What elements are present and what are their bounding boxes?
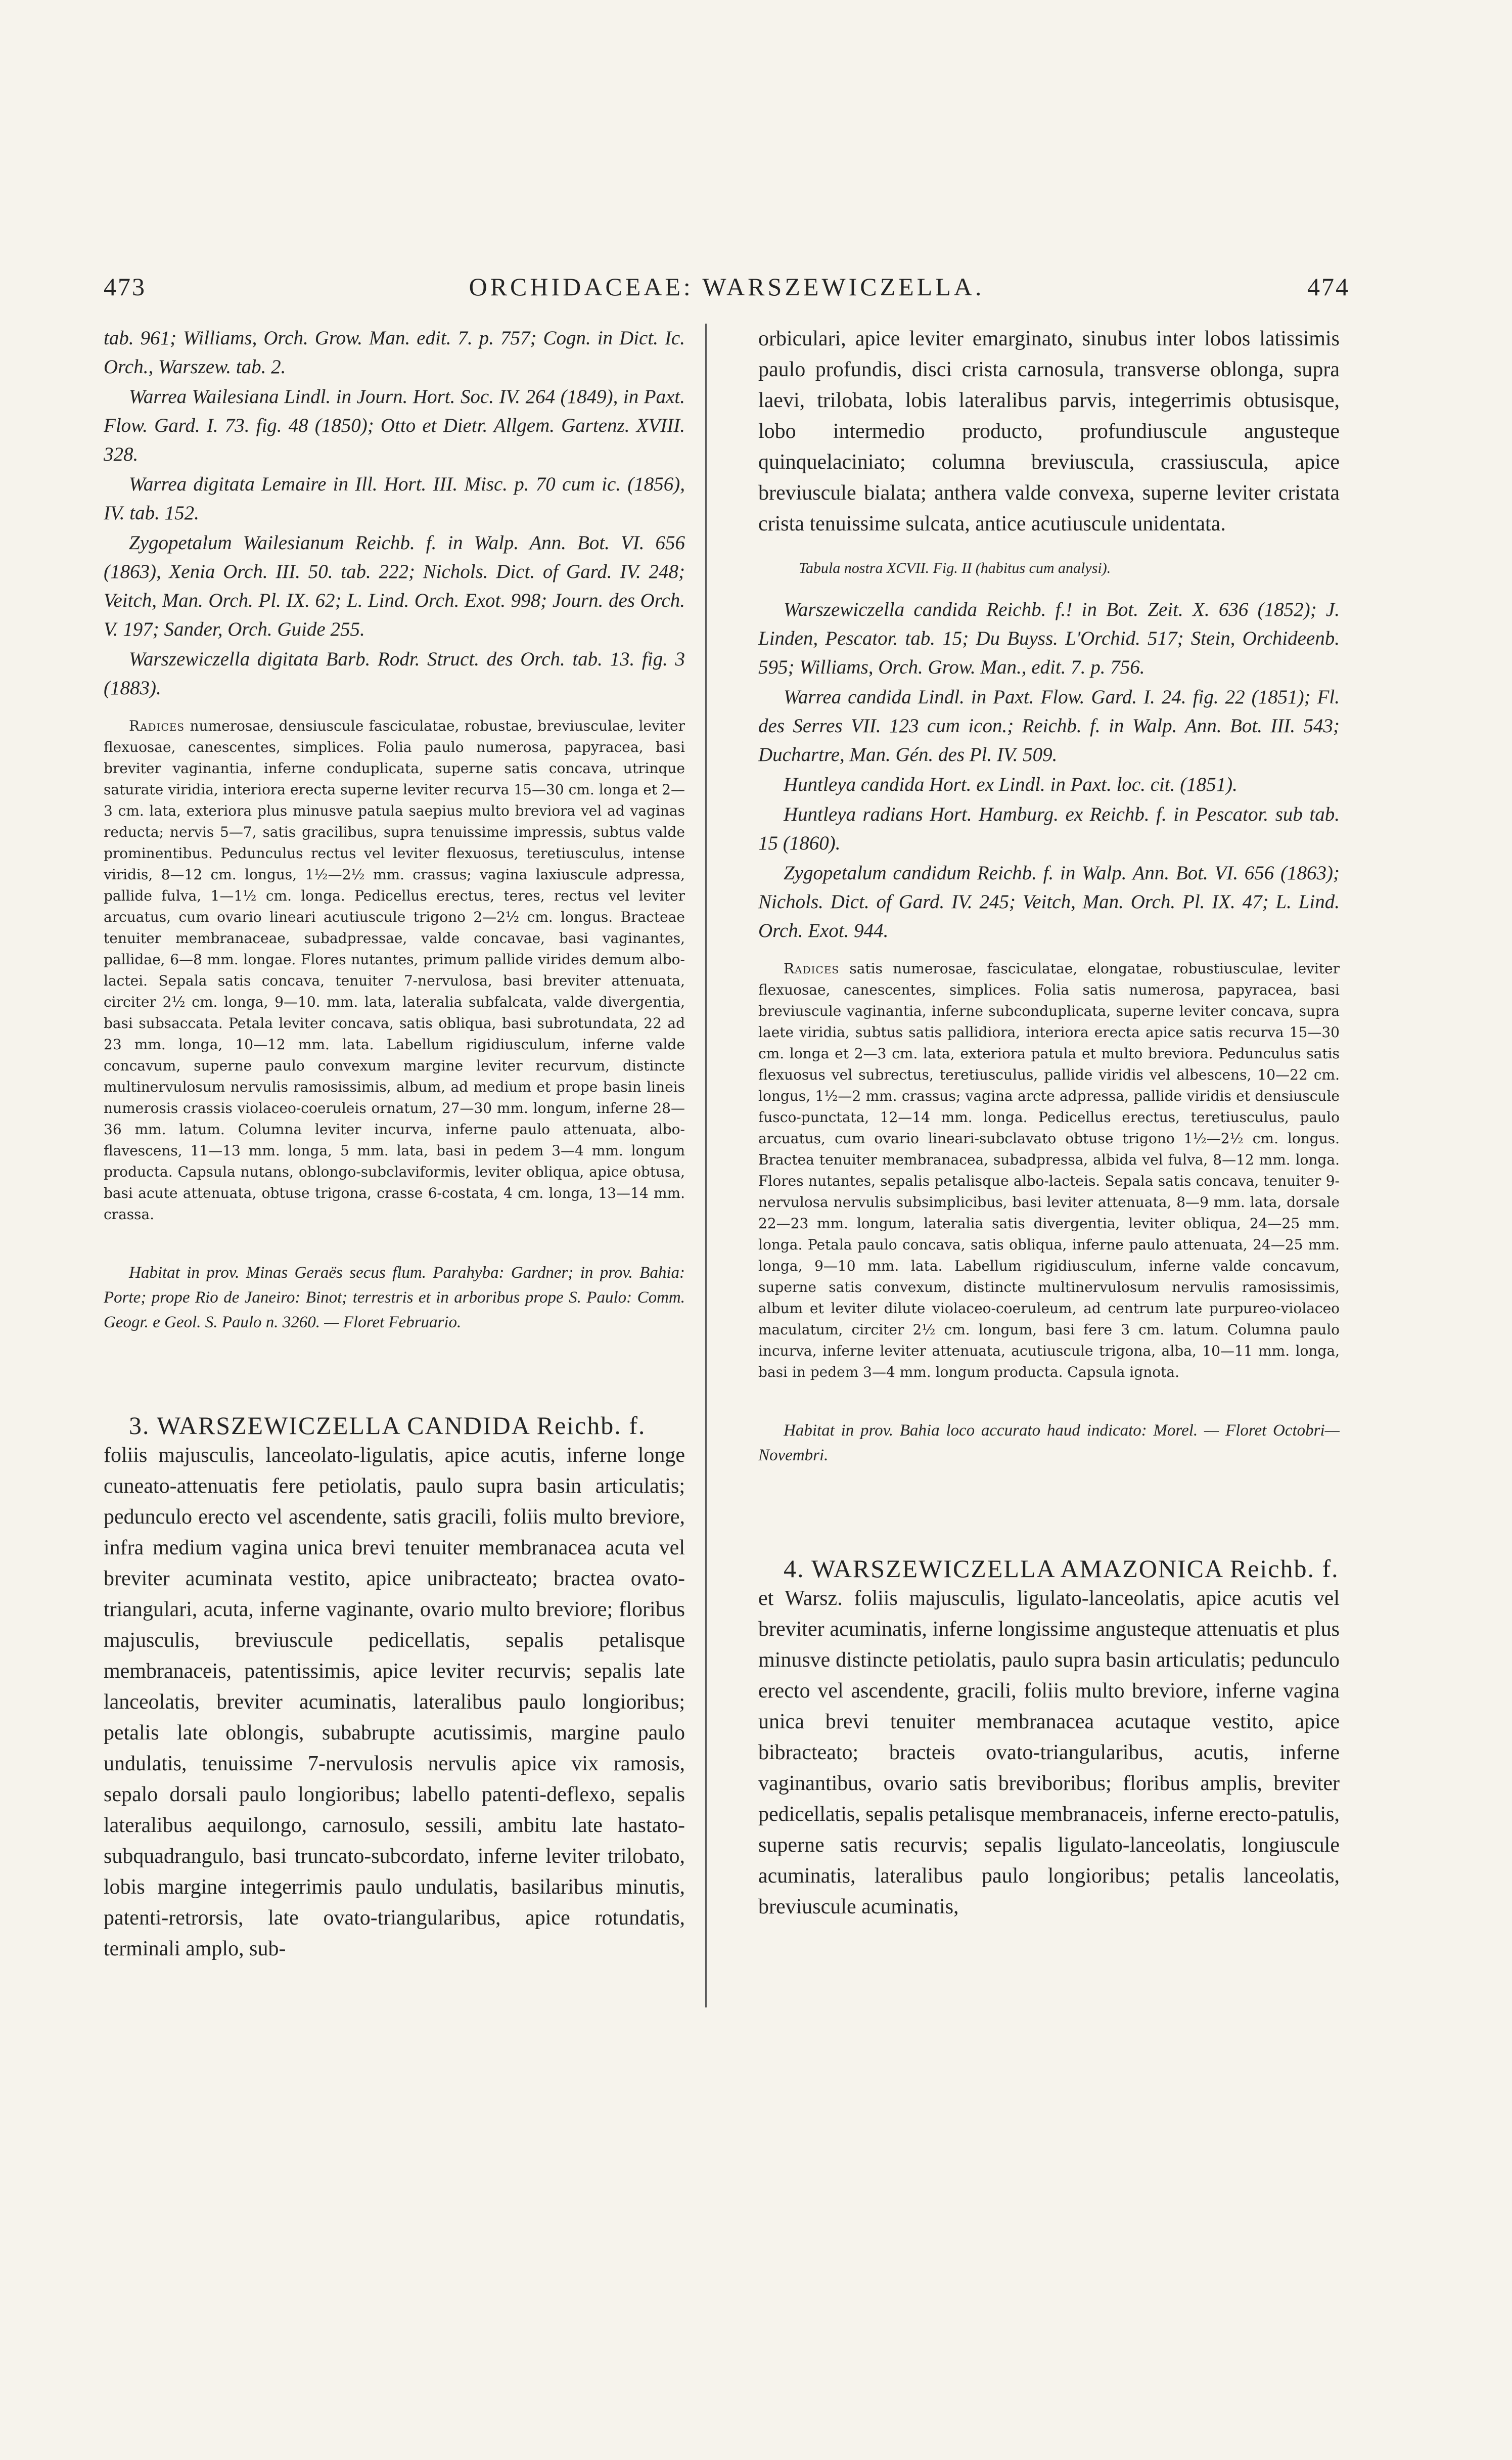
citation: Warrea digitata Lemaire in Ill. Hort. III. Misc. p. 70 cum ic. (1856), IV. tab. 152. bbox=[104, 473, 685, 524]
page-header bbox=[104, 272, 1350, 307]
citation: Huntleya radians Hort. Hamburg. ex Reichb. f. in Pescator. sub tab. 15 (1860). bbox=[758, 803, 1340, 854]
citation: tab. 961; Williams, Orch. Grow. Man. edit. 7. p. 757; Cogn. in Dict. Ic. Orch., Warszew. tab. 2. bbox=[104, 327, 685, 378]
description-paragraph bbox=[758, 958, 1340, 1383]
habitat-note: Habitat in prov. Minas Geraës secus flum. Parahyba: Gardner; in prov. Bahia: Porte; prope Rio de Janeiro: Binot; terrestris et in arboribus prope S. Paulo: Comm. Geogr. e Geol. S. Paulo n. 3260. — Floret Februario. bbox=[104, 1264, 685, 1331]
page-number-left: 473 bbox=[104, 273, 146, 301]
page-number-right: 474 bbox=[1307, 273, 1350, 301]
description-text: numerosae, densiuscule fasciculatae, robustae, breviusculae, leviter flexuosae, canescentes, simplices. Folia paulo numerosa, papyracea, basi breviter vaginantia, inferne conduplicata, superne satis concava, utrinque saturate viridia, interiora erecta superne leviter recurva 15—30 cm. longa et 2—3 cm. lata, exteriora plus minusve patula saepius multo breviora vel ad vaginas reducta; nervis 5—7, satis gracilibus, supra tenuissime impressis, subtus valde prominentibus. Pedunculus rectus vel leviter flexuosus, teretiusculus, intense viridis, 8—12 cm. longus, 1½—2½ mm. crassus; vagina laxiuscule adpressa, pallide fulva, 1—1½ cm. longa. Pedicellus erectus, teres, rectus vel leviter arcuatus, cum ovario lineari acutiuscule trigono 2—2½ cm. longus. Bracteae tenuiter membranaceae, subadpressae, valde concavae, basi vaginantes, pallidae, 6—8 mm. longae. Flores nutantes, primum pallide virides demum albo-lactei. Sepala satis concava, tenuiter 7-nervulosa, basi breviter attenuata, circiter 2½ cm. longa, 9—10. mm. lata, lateralia subfalcata, valde divergentia, basi subsaccata. Petala leviter concava, satis obliqua, basi subrotundata, 22 ad 23 mm. longa, 10—12 mm. lata. Labellum rigidiusculum, inferne valde concavum, superne paulo convexum margine leviter recurvum, distincte multinervulosum nervulis ramosissimis, album, ad medium et prope basin lineis numerosis crassis violaceo-coeruleis ornatum, 27—30 mm. longum, inferne 28—36 mm. latum. Columna leviter incurva, inferne paulo attenuata, albo-flavescens, 11—13 mm. longa, 5 mm. lata, basi in pedem 3—4 mm. longum producta. Capsula nutans, oblongo-subclaviformis, leviter obliqua, apice obtusa, basi acute attenuata, obtuse trigona, crasse 6-costata, 4 cm. longa, 13—14 mm. crassa. bbox=[104, 718, 685, 1223]
left-column bbox=[104, 324, 685, 2397]
citation: Warszewiczella candida Reichb. f.! in Bot. Zeit. X. 636 (1852); J. Linden, Pescator. tab. 15; Du Buyss. L'Orchid. 517; Stein, Orchideenb. 595; Williams, Orch. Grow. Man., edit. 7. p. 756. bbox=[758, 599, 1340, 678]
plate-reference: Tabula nostra XCVII. Fig. II (habitus cum analysi). bbox=[799, 560, 1111, 576]
citation: Huntleya candida Hort. ex Lindl. in Paxt. loc. cit. (1851). bbox=[784, 774, 1238, 795]
species-title: 4. WARSZEWICZELLA AMAZONICA Reichb. f. bbox=[784, 1554, 1339, 1583]
description-text: satis numerosae, fasciculatae, elongatae, robustiusculae, leviter flexuosae, canescentes, simplices. Folia satis numerosa, papyracea, basi breviuscule vaginantia, inferne subconduplicata, superne leviter concava, supra laete viridia, subtus satis pallidiora, interiora erecta apice satis recurva 15—30 cm. longa et 2—3 cm. lata, exteriora patula et multo breviora. Pedunculus satis flexuosus vel subrectus, teretiusculus, pallide viridis vel albescens, 10—22 cm. longus, 1½—2 mm. crassus; vagina arcte adpressa, pallide viridis et densiuscule fusco-punctata, 12—14 mm. longa. Pedicellus erectus, teretiusculus, paulo arcuatus, cum ovario lineari-subclavato obtuse trigono 1½—2½ cm. longus. Bractea tenuiter membranacea, subadpressa, albida vel fulva, 8—12 mm. longa. Flores nutantes, sepalis petalisque albo-lacteis. Sepala satis concava, tenuiter 9-nervulosa nervulis subsimplicibus, basi leviter attenuata, 8—9 mm. lata, dorsale 22—23 mm. longum, lateralia satis divergentia, leviter obliqua, 24—25 mm. longa. Petala paulo concava, satis obliqua, inferne paulo attenuata, 24—25 mm. longa, 9—10 mm. lata. Labellum rigidiusculum, inferne valde concavum, superne satis convexum, distincte multinervulosum nervulis ramosissimis, album et leviter dilute violaceo-coeruleum, ad centrum late purpureo-violaceo maculatum, circiter 2½ cm. longum, basi fere 3 cm. latum. Columna paulo incurva, inferne leviter attenuata, acutiuscule trigona, alba, 10—11 mm. longa, basi in pedem 3—4 mm. longum producta. Capsula ignota. bbox=[758, 960, 1340, 1380]
description-lead: Radices bbox=[784, 960, 840, 977]
right-column bbox=[758, 324, 1340, 2397]
habitat-note: Habitat in prov. Bahia loco accurato haud indicato: Morel. — Floret Octobri—Novembri. bbox=[758, 1421, 1340, 1464]
species-diagnosis: et Warsz. foliis majusculis, ligulato-lanceolatis, apice acutis vel breviter acuminatis, inferne longissime angusteque attenuatis et plus minusve distincte petiolatis, paulo supra basin articulatis; pedunculo erecto vel ascendente, gracili, foliis multo breviore, inferne vagina unica brevi tenuiter membranacea acutaque vestito, apice bibracteato; bracteis ovato-triangularibus, acutis, inferne vaginantibus, ovario satis breviboribus; floribus amplis, breviter pedicellatis, sepalis petalisque membranaceis, inferne erecto-patulis, superne satis recurvis; sepalis ligulato-lanceolatis, longiuscule acuminatis, lateralibus paulo longioribus; petalis lanceolatis, breviuscule acuminatis, bbox=[758, 1587, 1340, 1918]
species-diagnosis: foliis majusculis, lanceolato-ligulatis, apice acutis, inferne longe cuneato-attenuatis fere petiolatis, paulo supra basin articulatis; pedunculo erecto vel ascendente, satis gracili, foliis multo breviore, infra medium vagina unica brevi tenuiter membranacea acuta vel breviter acuminata vestito, apice unibracteato; bractea ovato-triangulari, acuta, inferne vaginante, ovario multo breviore; floribus majusculis, breviuscule pedicellatis, sepalis petalisque membranaceis, patentissimis, apice leviter recurvis; sepalis late lanceolatis, breviter acuminatis, lateralibus paulo longioribus; petalis late oblongis, subabrupte acutissimis, margine paulo undulatis, tenuissime 7-nervulosis nervulis apice vix ramosis, sepalo dorsali paulo longioribus; labello patenti-deflexo, sepalis lateralibus aequilongo, carnosulo, sessili, ambitu late hastato-subquadrangulo, basi truncato-subcordato, inferne leviter trilobato, lobis margine integerrimis paulo undulatis, basilaribus minutis, patenti-retrorsis, late ovato-triangularibus, apice rotundatis, terminali amplo, sub- bbox=[104, 1444, 685, 1960]
citation: Zygopetalum Wailesianum Reichb. f. in Walp. Ann. Bot. VI. 656 (1863), Xenia Orch. III. 50. tab. 222; Nichols. Dict. of Gard. IV. 248; Veitch, Man. Orch. Pl. IX. 62; L. Lind. Orch. Exot. 998; Journ. des Orch. V. 197; Sander, Orch. Guide 255. bbox=[104, 532, 685, 640]
citation: Zygopetalum candidum Reichb. f. in Walp. Ann. Bot. VI. 656 (1863); Nichols. Dict. of Gard. IV. 245; Veitch, Man. Orch. Pl. IX. 47; L. Lind. Orch. Exot. 944. bbox=[758, 862, 1340, 942]
running-title: ORCHIDACEAE: WARSZEWICZELLA. bbox=[469, 273, 985, 301]
citation: Warrea candida Lindl. in Paxt. Flow. Gard. I. 24. fig. 22 (1851); Fl. des Serres VII. 123 cum icon.; Reichb. f. in Walp. Ann. Bot. III. 543; Duchartre, Man. Gén. des Pl. IV. 509. bbox=[758, 686, 1340, 766]
species-diagnosis-continued: orbiculari, apice leviter emarginato, sinubus inter lobos latissimis paulo profundis, disci crista carnosula, transverse oblonga, supra laevi, trilobata, lobis lateralibus parvis, integerrimis obtusisque, lobo intermedio producto, profundiuscule angusteque quinquelaciniato; columna breviuscula, crassiuscula, apice breviuscule bialata; anthera valde convexa, superne leviter cristata crista tenuissime sulcata, antice acutiuscule unidentata. bbox=[758, 327, 1340, 535]
species-title: 3. WARSZEWICZELLA CANDIDA Reichb. f. bbox=[129, 1411, 646, 1440]
species-heading bbox=[104, 1411, 685, 1440]
description-lead: Radices bbox=[129, 718, 185, 734]
column-divider bbox=[705, 324, 707, 2007]
species-heading bbox=[758, 1554, 1340, 1583]
description-paragraph bbox=[104, 715, 685, 1225]
citation: Warszewiczella digitata Barb. Rodr. Struct. des Orch. tab. 13. fig. 3 (1883). bbox=[104, 648, 685, 699]
citation: Warrea Wailesiana Lindl. in Journ. Hort. Soc. IV. 264 (1849), in Paxt. Flow. Gard. I. 73. fig. 48 (1850); Otto et Dietr. Allgem. Gartenz. XVIII. 328. bbox=[104, 386, 685, 465]
